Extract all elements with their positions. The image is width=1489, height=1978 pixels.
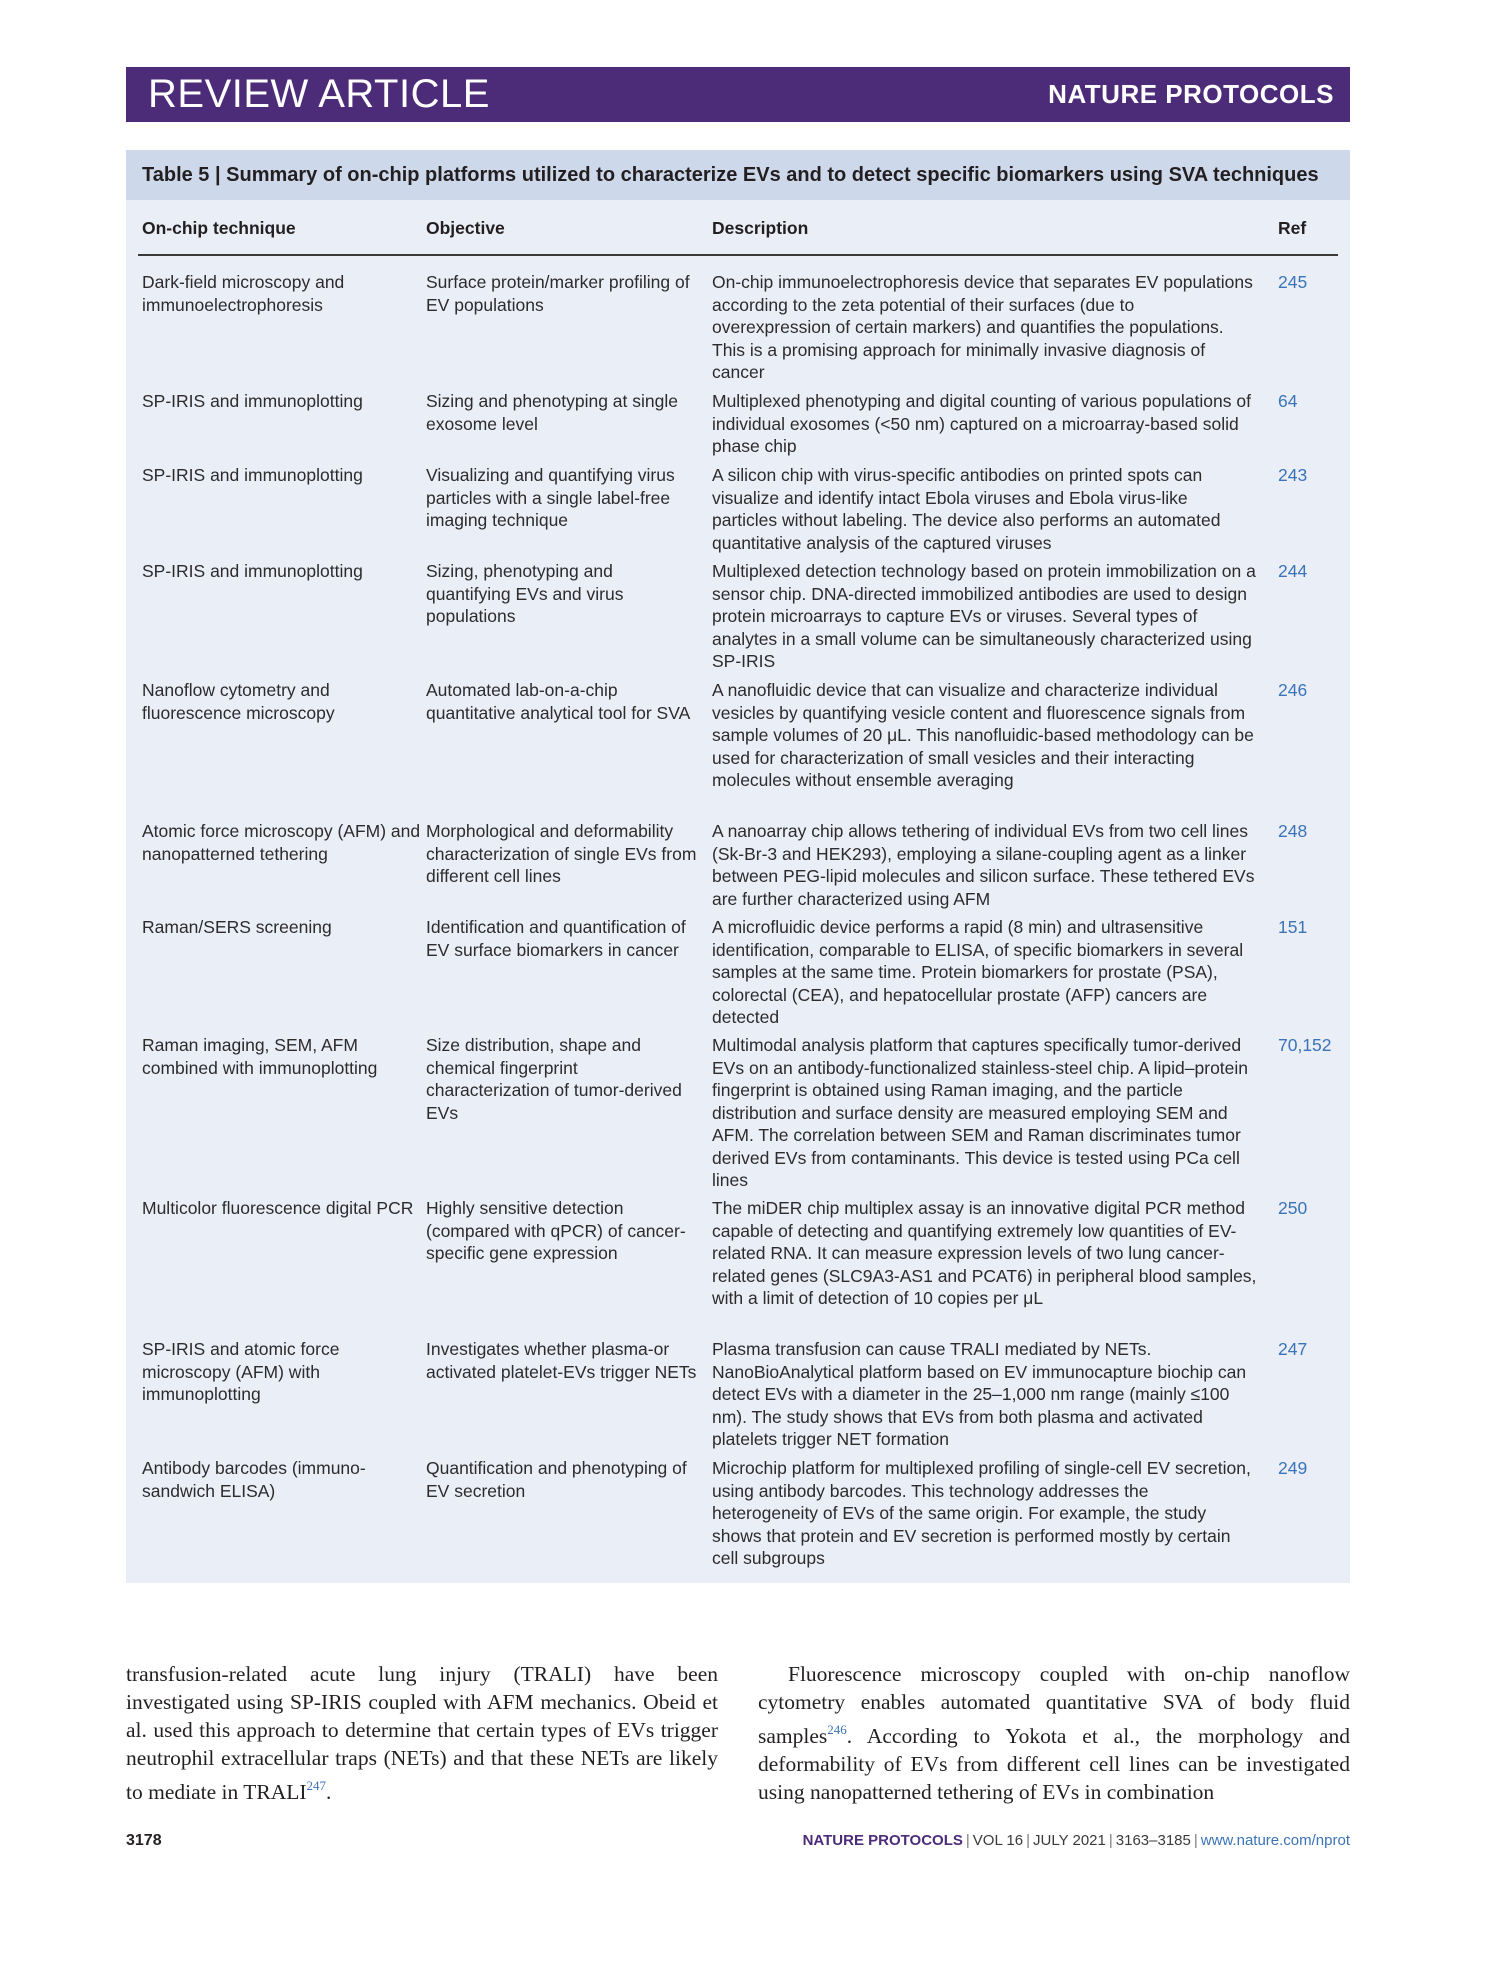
cell-description: A microfluidic device performs a rapid (8 min) and ultrasensitive identification, comparable to ELISA, of specific biomarkers in several samples at the same time. Protein biomarkers for prostate (PSA), colorectal (CEA), and hepatocellular prostate (AFP) cancers are detected xyxy=(712,917,1244,1027)
paragraph-end: . xyxy=(326,1780,332,1804)
cell-technique: Nanoflow cytometry and fluorescence microscopy xyxy=(142,680,335,723)
cell-description: Multimodal analysis platform that captures specifically tumor-derived EVs on an antibody-functionalized stainless-steel chip. A lipid–protein fingerprint is obtained using Raman imaging, and the particle distribution and surface density are measured employing SEM and AFM. The correlation between SEM and Raman discriminates tumor derived EVs from contaminants. This device is tested using PCa cell lines xyxy=(712,1035,1249,1190)
cell-technique: Atomic force microscopy (AFM) and nanopatterned tethering xyxy=(142,821,421,864)
cell-technique: Raman/SERS screening xyxy=(142,917,332,937)
body-text-left-column xyxy=(126,1660,718,1806)
journal-url-link[interactable]: www.nature.com/nprot xyxy=(1200,1832,1350,1849)
cell-description: The miDER chip multiplex assay is an innovative digital PCR method capable of detecting and quantifying extremely low quantities of EV-related RNA. It can measure expression levels of two lung cancer-related genes (SLC9A3-AS1 and PCAT6) in peripheral blood samples, with a limit of detection of 10 copies per μL xyxy=(712,1198,1257,1308)
cell-ref-link[interactable]: 247 xyxy=(1278,1339,1308,1359)
cell-description: Multiplexed phenotyping and digital counting of various populations of individual exosomes (<50 nm) captured on a microarray-based solid phase chip xyxy=(712,391,1251,456)
cell-technique: Raman imaging, SEM, AFM combined with immunoplotting xyxy=(142,1035,378,1078)
cell-ref-link[interactable]: 249 xyxy=(1278,1458,1308,1478)
cell-objective: Sizing and phenotyping at single exosome level xyxy=(426,391,678,434)
footer-volume: VOL 16 xyxy=(972,1832,1024,1849)
cell-ref-link[interactable]: 64 xyxy=(1278,391,1298,411)
cell-description: Plasma transfusion can cause TRALI mediated by NETs. NanoBioAnalytical platform based on EV immunocapture biochip can detect EVs with a diameter in the 25–1,000 nm range (mainly ≤100 nm). The study shows that EVs from both plasma and activated platelets trigger NET formation xyxy=(712,1339,1247,1449)
footer-date: JULY 2021 xyxy=(1033,1832,1106,1849)
cell-description: A silicon chip with virus-specific antibodies on printed spots can visualize and identify intact Ebola viruses and Ebola virus-like particles without labeling. The device also performs an automated quantitative analysis of the captured viruses xyxy=(712,465,1221,553)
cell-objective: Quantification and phenotyping of EV secretion xyxy=(426,1458,687,1501)
cell-technique: SP-IRIS and atomic force microscopy (AFM) with immunoplotting xyxy=(142,1339,340,1404)
column-header-technique: On-chip technique xyxy=(142,218,296,238)
footer-citation: NATURE PROTOCOLS | VOL 16 | JULY 2021 | 3163–3185 | www.nature.com/nprot xyxy=(802,1832,1350,1849)
page-number: 3178 xyxy=(126,1832,162,1849)
cell-technique: Antibody barcodes (immuno-sandwich ELISA) xyxy=(142,1458,366,1501)
cell-description: A nanoarray chip allows tethering of individual EVs from two cell lines (Sk-Br-3 and HEK293), employing a silane-coupling agent as a linker between PEG-lipid molecules and silicon surface. These tethered EVs are further characterized using AFM xyxy=(712,821,1255,909)
cell-technique: SP-IRIS and immunoplotting xyxy=(142,465,363,485)
cell-description: On-chip immunoelectrophoresis device that separates EV populations according to the zeta potential of their surfaces (due to overexpression of certain markers) and quantifies the populations. This is a promising approach for minimally invasive diagnosis of cancer xyxy=(712,272,1253,382)
table-caption-bar xyxy=(126,150,1350,200)
column-header-objective: Objective xyxy=(426,218,505,238)
cell-ref-link[interactable]: 70,152 xyxy=(1278,1035,1332,1055)
cell-objective: Morphological and deformability characterization of single EVs from different cell lines xyxy=(426,821,697,886)
citation-link[interactable]: 246 xyxy=(827,1722,847,1737)
cell-ref-link[interactable]: 243 xyxy=(1278,465,1308,485)
footer-journal: NATURE PROTOCOLS xyxy=(802,1832,963,1849)
body-paragraph-right-start: Fluorescence microscopy coupled with on-chip nanoflow cytometry enables automated quantitative SVA of body fluid samples xyxy=(758,1662,1350,1748)
cell-technique: SP-IRIS and immunoplotting xyxy=(142,391,363,411)
cell-objective: Visualizing and quantifying virus particles with a single label-free imaging technique xyxy=(426,465,675,530)
journal-name: NATURE PROTOCOLS xyxy=(1048,79,1334,109)
column-header-ref: Ref xyxy=(1278,218,1307,238)
body-paragraph-right-cont: . According to Yokota et al., the morphology and deformability of EVs from different cell lines can be investigated using nanopatterned tethering of EVs in combination xyxy=(758,1724,1350,1804)
cell-description: Multiplexed detection technology based on protein immobilization on a sensor chip. DNA-directed immobilized antibodies are used to design protein microarrays to capture EVs or viruses. Several types of analytes in a small volume can be simultaneously characterized using SP-IRIS xyxy=(712,561,1256,671)
table-caption: Table 5 | Summary of on-chip platforms utilized to characterize EVs and to detect specific biomarkers using SVA techniques xyxy=(142,164,1319,186)
citation-link[interactable]: 247 xyxy=(306,1778,327,1793)
cell-objective: Identification and quantification of EV surface biomarkers in cancer xyxy=(426,917,686,960)
body-text-right-column xyxy=(758,1660,1350,1806)
cell-ref-link[interactable]: 151 xyxy=(1278,917,1308,937)
cell-objective: Investigates whether plasma-or activated platelet-EVs trigger NETs xyxy=(426,1339,697,1382)
cell-objective: Size distribution, shape and chemical fingerprint characterization of tumor-derived EVs xyxy=(426,1035,682,1123)
cell-ref-link[interactable]: 245 xyxy=(1278,272,1308,292)
column-header-description: Description xyxy=(712,218,809,238)
cell-ref-link[interactable]: 250 xyxy=(1278,1198,1308,1218)
article-type-title: REVIEW ARTICLE xyxy=(148,72,490,116)
cell-objective: Highly sensitive detection (compared with qPCR) of cancer-specific gene expression xyxy=(426,1198,686,1263)
table-panel xyxy=(126,150,1350,1583)
cell-ref-link[interactable]: 244 xyxy=(1278,561,1308,581)
cell-technique: SP-IRIS and immunoplotting xyxy=(142,561,363,581)
cell-description: A nanofluidic device that can visualize and characterize individual vesicles by quantifying vesicle content and fluorescence signals from sample volumes of 20 μL. This nanofluidic-based methodology can be used for characterization of small vesicles and their interacting molecules without ensemble averaging xyxy=(712,680,1254,790)
cell-objective: Automated lab-on-a-chip quantitative analytical tool for SVA xyxy=(426,680,691,723)
cell-objective: Surface protein/marker profiling of EV populations xyxy=(426,272,690,315)
cell-description: Microchip platform for multiplexed profiling of single-cell EV secretion, using antibody barcodes. This technology addresses the heterogeneity of EVs of the same origin. For example, the study shows that protein and EV secretion is performed mostly by certain cell subgroups xyxy=(712,1458,1251,1568)
cell-ref-link[interactable]: 246 xyxy=(1278,680,1308,700)
journal-banner xyxy=(126,67,1350,122)
cell-objective: Sizing, phenotyping and quantifying EVs and virus populations xyxy=(426,561,624,626)
footer-pages: 3163–3185 xyxy=(1115,1832,1191,1849)
cell-ref-link[interactable]: 248 xyxy=(1278,821,1308,841)
body-paragraph-left: transfusion-related acute lung injury (TRALI) have been investigated using SP-IRIS coupled with AFM mechanics. Obeid et al. used this approach to determine that certain types of EVs trigger neutrophil extracellular traps (NETs) and that these NETs are likely to mediate in TRALI xyxy=(126,1662,718,1804)
header-rule xyxy=(138,254,1338,256)
cell-technique: Dark-field microscopy and immunoelectrophoresis xyxy=(142,272,345,315)
cell-technique: Multicolor fluorescence digital PCR xyxy=(142,1198,414,1218)
